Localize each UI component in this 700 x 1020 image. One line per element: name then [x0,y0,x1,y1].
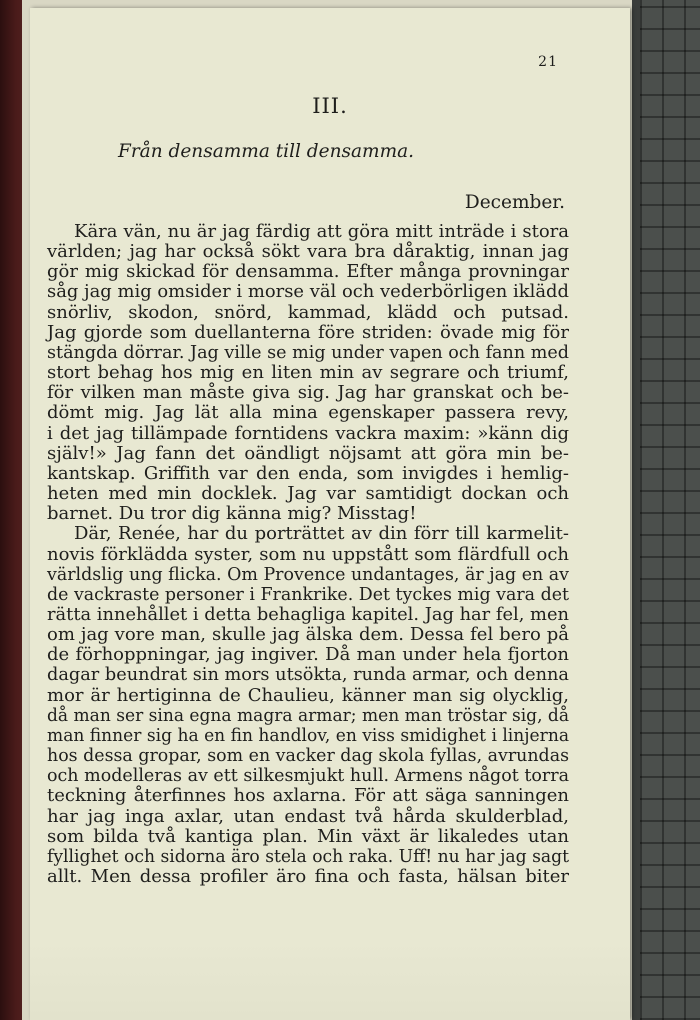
text-line: i det jag tillämpade forntidens vackra maxim: »känn dig [47,422,569,444]
letter-date: December. [464,192,565,213]
text-line: de vackraste personer i Frankrike. Det tyckes mig vara det [47,583,569,605]
text-line: kantskap. Griffith var den enda, som invigdes i hemlig- [47,462,569,484]
text-line: heten med min docklek. Jag var samtidigt dockan och [47,483,569,505]
text-line: då man ser sina egna magra armar; men man tröstar sig, då [47,704,569,726]
book-page [30,8,630,1020]
text-line: rätta innehållet i detta behagliga kapitel. Jag har fel, men [47,603,569,625]
text-line: stängda dörrar. Jag ville se mig under vapen och fann med [47,341,569,363]
text-line: och modelleras av ett silkesmjukt hull. Armens något torra [47,765,569,787]
text-line: teckning återfinnes hos axlarna. För att säga sanningen [47,785,569,807]
text-line: Jag gjorde som duellanterna före striden: övade mig för [47,321,569,343]
text-line: för vilken man måste giva sig. Jag har granskat och be- [47,382,569,404]
paragraph-1 [47,222,569,524]
page-number: 21 [538,54,558,70]
text-line: novis förklädda syster, som nu uppstått som flärdfull och [47,543,569,565]
text-line: mor är hertiginna de Chaulieu, känner man sig olycklig, [47,684,569,706]
chapter-subtitle: Från densamma till densamma. [118,141,415,162]
paragraph-2 [47,524,569,887]
text-line: dömt mig. Jag lät alla mina egenskaper passera revy, [47,402,569,424]
chapter-heading: III. [312,94,348,118]
background-mat [640,0,700,1020]
text-line: man finner sig ha en fin handlov, en viss smidighet i linjerna [47,724,569,746]
page-shading [30,940,630,1020]
text-line: snörliv, skodon, snörd, kammad, klädd och putsad. [47,301,569,323]
text-line: har jag inga axlar, utan endast två hårda skulderblad, [47,805,569,827]
text-line: de förhoppningar, jag ingiver. Då man under hela fjorton [47,644,569,666]
text-line: om jag vore man, skulle jag älska dem. Dessa fel bero på [47,624,569,646]
text-line: barnet. Du tror dig känna mig? Misstag! [47,503,417,525]
text-line: dagar beundrat sin mors utsökta, runda armar, och denna [47,664,569,686]
text-line: Kära vän, nu är jag färdig att göra mitt inträde i stora [74,221,569,242]
text-line: stort behag hos mig en liten min av segrare och triumf, [47,362,569,384]
text-line: världen; jag har också sökt vara bra dåraktig, innan jag [47,241,569,263]
text-line: fyllighet och sidorna äro stela och raka. Uff! nu har jag sagt [47,845,569,867]
body-text [47,222,569,887]
text-line: världslig ung flicka. Om Provence undantages, är jag en av [47,563,569,585]
text-line: hos dessa gropar, som en vacker dag skola fyllas, avrundas [47,745,569,767]
text-line: såg jag mig omsider i morse väl och vederbörligen iklädd [47,281,569,303]
text-line: allt. Men dessa profiler äro fina och fasta, hälsan biter [47,866,569,887]
text-line: Där, Renée, har du porträttet av din förr till karmelit- [74,523,569,545]
text-line: själv!» Jag fann det oändligt nöjsamt att göra min be- [47,442,569,464]
text-line: som bilda två kantiga plan. Min växt är likaledes utan [47,825,569,847]
text-line: gör mig skickad för densamma. Efter många provningar [47,261,569,283]
